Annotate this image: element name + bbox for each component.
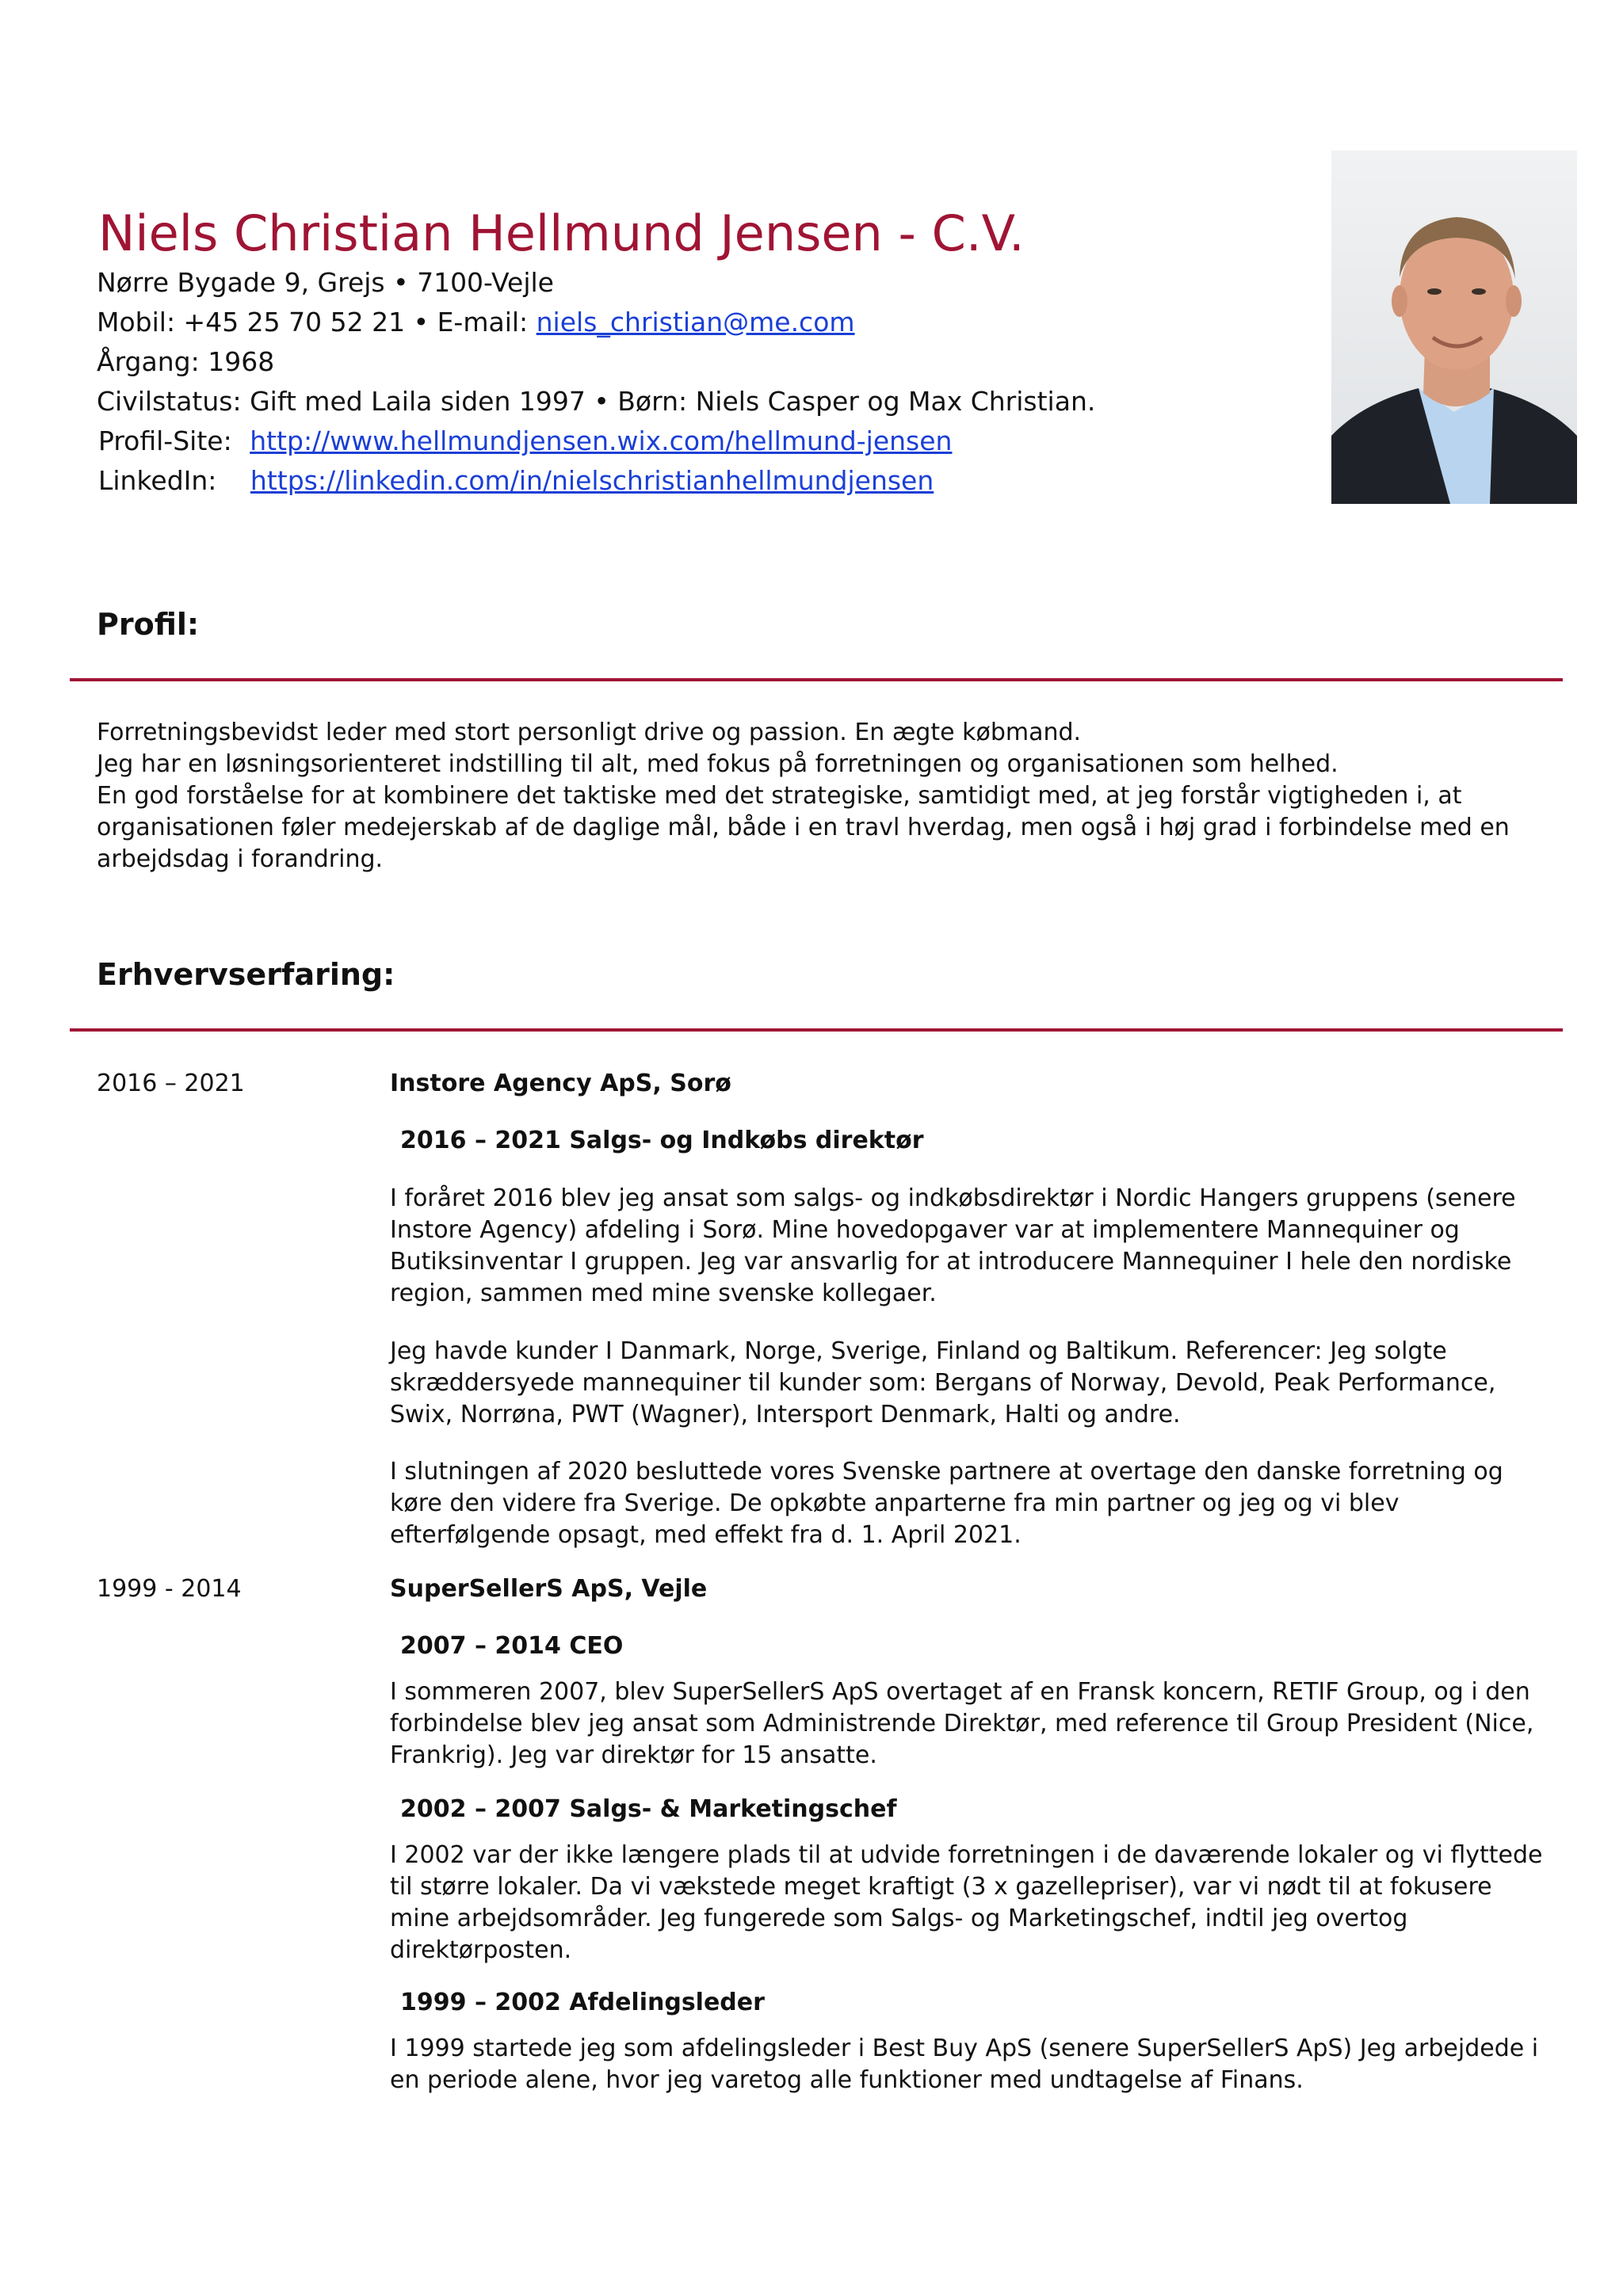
portrait-image [1331, 151, 1577, 504]
job-2-years: 1999 - 2014 [97, 1575, 242, 1603]
experience-section-title: Erhvervserfaring: [97, 957, 395, 992]
job-1-role-1-paragraph-1: I foråret 2016 blev jeg ansat som salgs- og indkøbsdirektør i Nordic Hangers gruppens (senere Instore Agency) afdeling i Sorø. Mine hovedopgaver var at implementere Mannequiner og Butiksinventar I gruppen. Jeg var ansvarlig for at introducere Mannequiner I hele den nordiske region, sammen med mine svenske kollegaer. [390, 1184, 1516, 1307]
profile-section-title: Profil: [97, 607, 200, 642]
profile-site-label: Profil-Site: [98, 425, 232, 456]
profile-line-1: Forretningsbevidst leder med stort personligt drive og passion. En ægte købmand. [97, 719, 1082, 746]
email-link[interactable]: niels_christian@me.com [536, 307, 855, 338]
profile-text [97, 717, 1571, 875]
job-2-role-1-paragraph-1: I sommeren 2007, blev SuperSellerS ApS overtaget af en Fransk koncern, RETIF Group, og i den forbindelse blev jeg ansat som Administrende Direktør, med reference til Group President (Nice, Frankrig). Jeg var direktør for 15 ansatte. [390, 1678, 1534, 1769]
profile-line-3: En god forståelse for at kombinere det taktiske med det strategiske, samtidigt med, at jeg forstår vigtigheden i, at organisationen føler medejerskab af de daglige mål, både i en travl hverdag, men også i høj grad i forbindelse med en arbejdsdag i forandring. [97, 782, 1510, 873]
address-line: Nørre Bygade 9, Grejs • 7100-Vejle [97, 267, 554, 298]
page-title: Niels Christian Hellmund Jensen - C.V. [98, 204, 1025, 262]
job-2-role-2-paragraph-1: I 2002 var der ikke længere plads til at udvide forretningen i de daværende lokaler og vi flyttede til større lokaler. Da vi vækstede meget kraftigt (3 x gazellepriser), var vi nødt til at fokusere mine arbejdsområder. Jeg fungerede som Salgs- og Marketingschef, indtil jeg overtog direktørposten. [390, 1841, 1543, 1964]
birth-year-line: Årgang: 1968 [97, 346, 275, 377]
mobile-text: Mobil: +45 25 70 52 21 • E-mail: [97, 307, 537, 338]
linkedin-link[interactable]: https://linkedin.com/in/nielschristianhellmundjensen [250, 465, 934, 496]
mobile-email-line [97, 306, 855, 339]
profile-line-2: Jeg har en løsningsorienteret indstilling til alt, med fokus på forretningen og organisationen som helhed. [97, 750, 1338, 778]
linkedin-line [98, 464, 934, 498]
linkedin-label: LinkedIn: [98, 465, 217, 496]
job-1-years: 2016 – 2021 [97, 1070, 245, 1097]
job-2-company: SuperSellerS ApS, Vejle [390, 1575, 708, 1603]
job-1-role-1-paragraph-3: I slutningen af 2020 besluttede vores Svenske partnere at overtage den danske forretning og køre den videre fra Sverige. De opkøbte anparterne fra min partner og jeg og vi blev efterfølgende opsagt, med effekt fra d. 1. April 2021. [390, 1458, 1503, 1549]
profile-photo [1331, 151, 1577, 504]
job-2-role-2-title: 2002 – 2007 Salgs- & Marketingschef [400, 1795, 897, 1823]
job-1-role-1-paragraph-2: Jeg havde kunder I Danmark, Norge, Sverige, Finland og Baltikum. Referencer: Jeg solgte skræddersyede mannequiner til kunder som: Bergans of Norway, Devold, Peak Performance, Swix, Norrøna, PWT (Wagner), Intersport Denmark, Halti og andre. [390, 1337, 1496, 1428]
job-1-role-1-title: 2016 – 2021 Salgs- og Indkøbs direktør [400, 1127, 924, 1154]
job-2-role-1-title: 2007 – 2014 CEO [400, 1632, 624, 1660]
job-1-company: Instore Agency ApS, Sorø [390, 1070, 731, 1097]
profile-divider [70, 678, 1563, 681]
experience-divider [70, 1028, 1563, 1032]
profile-site-link[interactable]: http://www.hellmundjensen.wix.com/hellmund-jensen [250, 425, 953, 456]
civil-status-line: Civilstatus: Gift med Laila siden 1997 • Børn: Niels Casper og Max Christian. [97, 386, 1096, 417]
job-2-role-3-paragraph-1: I 1999 startede jeg som afdelingsleder i Best Buy ApS (senere SuperSellerS ApS) Jeg arbejdede i en periode alene, hvor jeg varetog alle funktioner med undtagelse af Finans. [390, 2035, 1539, 2094]
job-2-role-3-title: 1999 – 2002 Afdelingsleder [400, 1989, 765, 2016]
profile-site-line [98, 425, 952, 458]
